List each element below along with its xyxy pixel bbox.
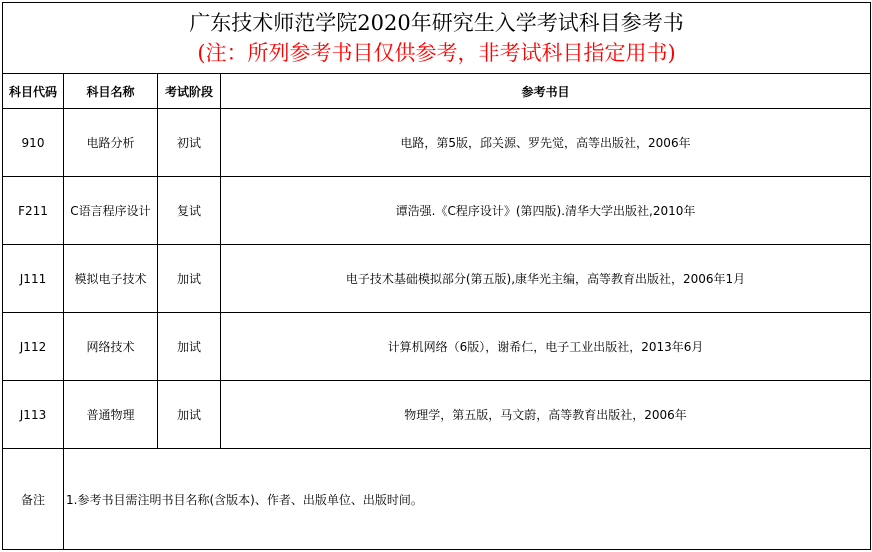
- cell-books[interactable]: 电路，第5版，邱关源、罗先觉，高等出版社，2006年: [221, 109, 871, 177]
- cell-code[interactable]: J113: [3, 381, 64, 449]
- cell-books[interactable]: 谭浩强.《C程序设计》(第四版).清华大学出版社,2010年: [221, 177, 871, 245]
- header-books[interactable]: 参考书目: [221, 74, 871, 109]
- page-subtitle: (注：所列参考书目仅供参考，非考试科目指定用书): [197, 41, 676, 65]
- cell-code[interactable]: 910: [3, 109, 64, 177]
- cell-stage[interactable]: 复试: [158, 177, 221, 245]
- cell-stage[interactable]: 加试: [158, 313, 221, 381]
- cell-code[interactable]: F211: [3, 177, 64, 245]
- header-row: [3, 74, 871, 109]
- page-title: 广东技术师范学院2020年研究生入学考试科目参考书: [189, 11, 684, 35]
- title-cell[interactable]: [3, 3, 871, 74]
- table-row: [3, 313, 871, 381]
- table-row: [3, 109, 871, 177]
- cell-code[interactable]: J111: [3, 245, 64, 313]
- cell-stage[interactable]: 初试: [158, 109, 221, 177]
- cell-books[interactable]: 电子技术基础模拟部分(第五版),康华光主编，高等教育出版社，2006年1月: [221, 245, 871, 313]
- table-row: [3, 177, 871, 245]
- cell-name[interactable]: 模拟电子技术: [64, 245, 158, 313]
- header-code[interactable]: 科目代码: [3, 74, 64, 109]
- cell-name[interactable]: 电路分析: [64, 109, 158, 177]
- cell-name[interactable]: 普通物理: [64, 381, 158, 449]
- note-row: [3, 449, 871, 550]
- header-name[interactable]: 科目名称: [64, 74, 158, 109]
- cell-stage[interactable]: 加试: [158, 245, 221, 313]
- note-text[interactable]: 1.参考书目需注明书目名称(含版本)、作者、出版单位、出版时间。: [64, 449, 871, 550]
- cell-books[interactable]: 物理学，第五版，马文蔚，高等教育出版社，2006年: [221, 381, 871, 449]
- note-label[interactable]: 备注: [3, 449, 64, 550]
- table-row: [3, 245, 871, 313]
- header-stage[interactable]: 考试阶段: [158, 74, 221, 109]
- cell-name[interactable]: 网络技术: [64, 313, 158, 381]
- cell-code[interactable]: J112: [3, 313, 64, 381]
- title-row: [3, 3, 871, 74]
- table-row: [3, 381, 871, 449]
- cell-name[interactable]: C语言程序设计: [64, 177, 158, 245]
- cell-stage[interactable]: 加试: [158, 381, 221, 449]
- cell-books[interactable]: 计算机网络（6版），谢希仁，电子工业出版社，2013年6月: [221, 313, 871, 381]
- reference-book-table: [2, 2, 871, 550]
